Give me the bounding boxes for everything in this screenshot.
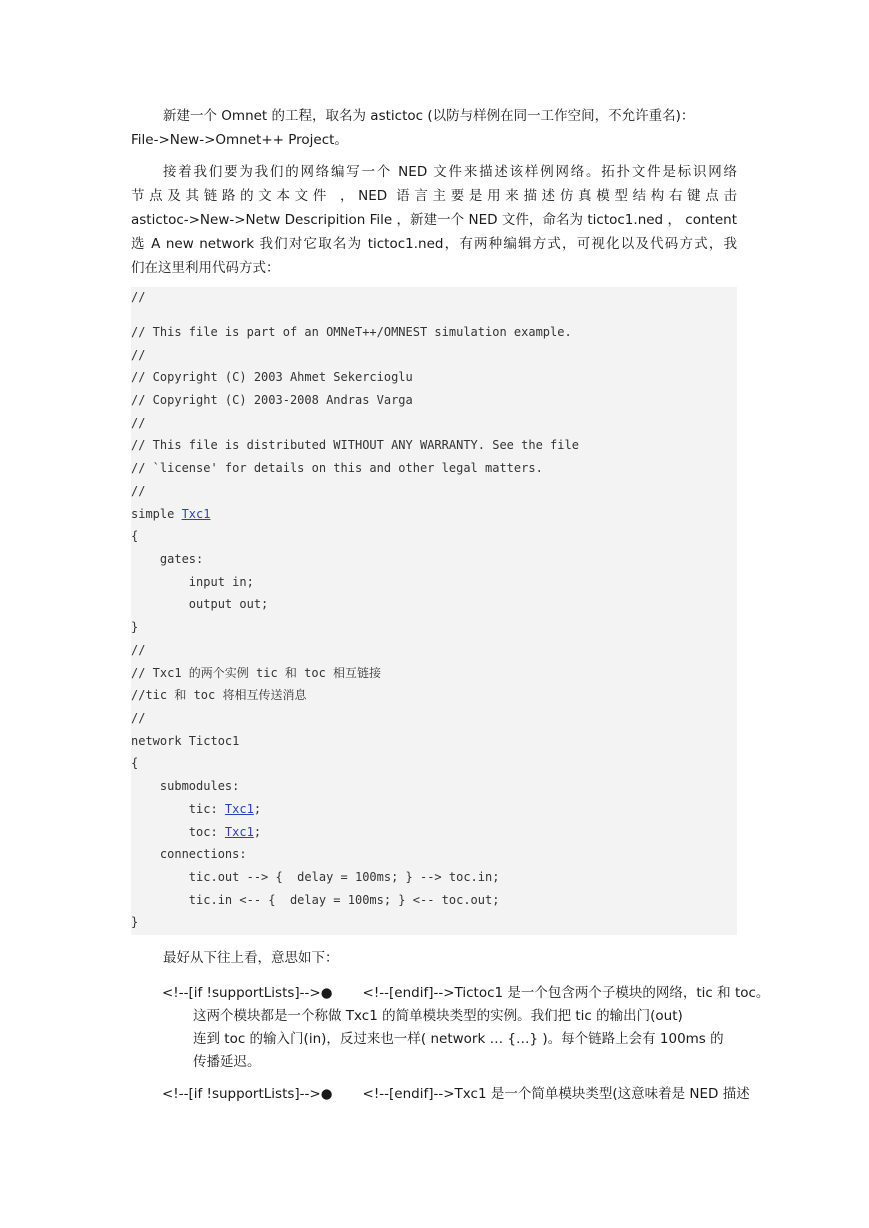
code-line: // Txc1 的两个实例 tic 和 toc 相互链接 (131, 666, 382, 680)
txc1-link[interactable]: Txc1 (224, 825, 254, 839)
code-line: submodules: (131, 779, 240, 793)
code-line: } (131, 620, 139, 634)
code-line: //tic 和 toc 将相互传送消息 (131, 688, 307, 702)
toc-decl: toc: (131, 825, 225, 839)
code-line: output out; (131, 597, 269, 611)
code-line: network Tictoc1 (131, 734, 240, 748)
code-line: { (131, 756, 139, 770)
code-line: input in; (131, 575, 254, 589)
code-line: tic.in <-- { delay = 100ms; } <-- toc.out; (131, 893, 500, 907)
txc1-link[interactable]: Txc1 (181, 507, 211, 521)
simple-keyword: simple (131, 507, 182, 521)
semicolon: ; (253, 825, 262, 839)
bullet-item-tictoc1 (162, 982, 770, 1074)
ned-line-1: 接着我们要为我们的网络编写一个 NED 文件来描述该样例网络。拓扑文件是标识网络 (163, 164, 737, 180)
code-line: // (131, 348, 146, 362)
intro-paragraph (131, 104, 737, 152)
code-line: // This file is part of an OMNeT++/OMNEST simulation example. (131, 325, 572, 339)
code-line-simple-txc1 (131, 506, 210, 522)
code-line: // `license' for details on this and other legal matters. (131, 461, 543, 475)
bullet-2-lead: <!--[if !supportLists]-->● <!--[endif]-->Txc1 是一个简单模块类型(这意味着是 NED 描述 (162, 1086, 750, 1102)
intro-line-2: File->New->Omnet++ Project。 (131, 132, 348, 148)
ned-paragraph (131, 160, 737, 280)
txc1-link[interactable]: Txc1 (224, 802, 254, 816)
code-line: gates: (131, 552, 204, 566)
code-line-toc (131, 824, 261, 840)
ned-line-3: astictoc->New->Netw Descripition File ，新建一个 NED 文件，命名为 tictoc1.ned ， content (131, 212, 737, 228)
code-line: // This file is distributed WITHOUT ANY WARRANTY. See the file (131, 438, 579, 452)
code-line: connections: (131, 847, 247, 861)
bullet-1-cont-2: 连到 toc 的输入门(in)，反过来也一样( network … {…} )。每个链路上会有 100ms 的 (193, 1031, 724, 1047)
code-line: // (131, 290, 146, 304)
code-line: // (131, 416, 146, 430)
code-line: // (131, 711, 146, 725)
code-line: } (131, 915, 139, 929)
tic-decl: tic: (131, 802, 225, 816)
code-block (131, 287, 737, 935)
bullet-1-cont-3: 传播延迟。 (193, 1054, 261, 1070)
code-line: // (131, 643, 146, 657)
code-line-tic (131, 801, 261, 817)
code-line: { (131, 529, 139, 543)
bullet-1-lead: <!--[if !supportLists]-->● <!--[endif]-->Tictoc1 是一个包含两个子模块的网络，tic 和 toc。 (162, 985, 770, 1001)
ned-line-2: 节点及其链路的文本文件 ，NED 语言主要是用来描述仿真模型结构右键点击 (131, 188, 737, 204)
bullet-1-cont-1: 这两个模块都是一个称做 Txc1 的简单模块类型的实例。我们把 tic 的输出门(out) (193, 1008, 683, 1024)
code-line: // Copyright (C) 2003-2008 Andras Varga (131, 393, 413, 407)
ned-line-4: 选 A new network 我们对它取名为 tictoc1.ned，有两种编辑方式，可视化以及代码方式，我 (131, 236, 737, 252)
semicolon: ; (253, 802, 262, 816)
code-line: // (131, 484, 146, 498)
code-line: tic.out --> { delay = 100ms; } --> toc.in; (131, 870, 500, 884)
intro-line-1: 新建一个 Omnet 的工程，取名为 astictoc (以防与样例在同一工作空间，不允许重名)： (163, 108, 695, 124)
code-line: // Copyright (C) 2003 Ahmet Sekercioglu (131, 370, 413, 384)
ned-line-5: 们在这里利用代码方式： (131, 260, 280, 276)
bullet-item-txc1 (162, 1083, 750, 1106)
summary-line: 最好从下往上看，意思如下： (163, 950, 339, 966)
